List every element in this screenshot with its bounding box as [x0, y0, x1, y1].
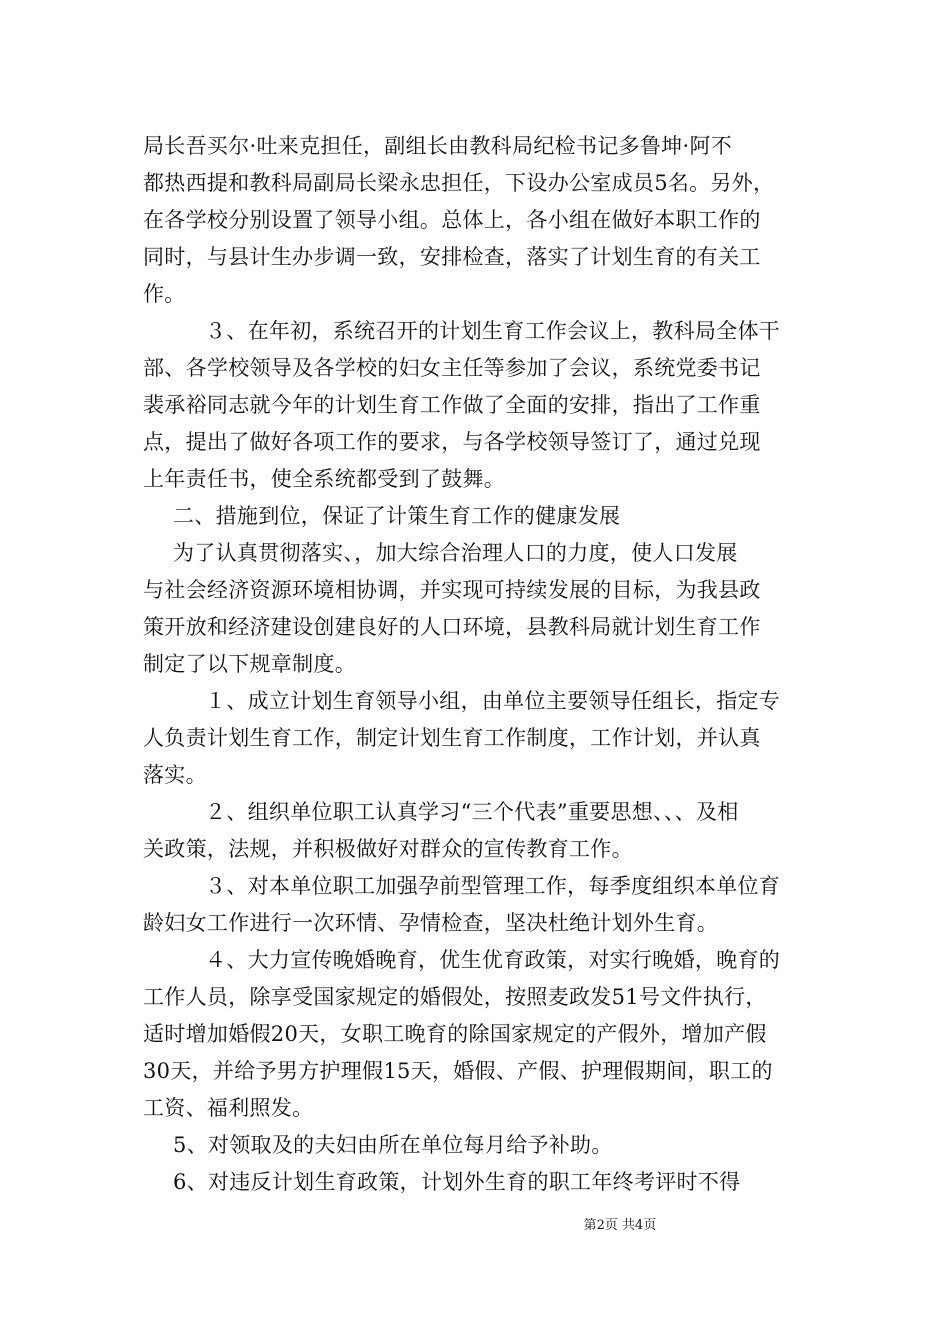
text-line: 30天，并给予男方护理假15天，婚假、产假、护理假期间，职工的	[143, 1059, 773, 1083]
text-line: 制定了以下规章制度。	[143, 652, 356, 676]
text-line: 5、对领取及的夫妇由所在单位每月给予补助。	[173, 1133, 613, 1157]
text-line: 与社会经济资源环境相协调，并实现可持续发展的目标，为我县政	[143, 578, 761, 602]
paragraph	[143, 794, 823, 868]
text-line: 局长吾买尔·吐来克担任，副组长由教科局纪检书记多鲁坤·阿不	[143, 134, 733, 158]
paragraph	[143, 1164, 823, 1201]
text-line: １、成立计划生育领导小组，由单位主要领导任组长，指定专	[205, 689, 781, 713]
paragraph	[143, 683, 823, 794]
text-line: ２、组织单位职工认真学习“三个代表”重要思想、、、及相	[205, 800, 739, 824]
text-line: 策开放和经济建设创建良好的人口环境，县教科局就计划生育工作	[143, 615, 761, 639]
paragraph	[143, 868, 823, 942]
paragraph	[143, 498, 823, 535]
text-line: 都热西提和教科局副局长梁永忠担任，下设办公室成员5名。另外，	[143, 171, 775, 195]
text-line: 关政策，法规，并积极做好对群众的宣传教育工作。	[143, 837, 633, 861]
text-line: 龄妇女工作进行一次环情、孕情检查，坚决杜绝计划外生育。	[143, 911, 719, 935]
paragraph	[143, 128, 823, 313]
page-number: 第2页 共4页	[583, 1218, 657, 1233]
paragraph	[143, 535, 823, 683]
text-line: 工资、福利照发。	[143, 1096, 314, 1120]
text-line: 6、对违反计划生育政策，计划外生育的职工年终考评时不得	[173, 1170, 741, 1194]
paragraph	[143, 942, 823, 1127]
text-line: 为了认真贯彻落实、，加大综合治理人口的力度，使人口发展	[173, 541, 738, 565]
text-line: ４、大力宣传晚婚晚育，优生优育政策，对实行晚婚，晚育的	[205, 948, 781, 972]
text-line: 上年责任书，使全系统都受到了鼓舞。	[143, 467, 506, 491]
text-line: 工作人员，除享受国家规定的婚假处，按照麦政发51号文件执行，	[143, 985, 767, 1009]
text-line: 在各学校分别设置了领导小组。总体上，各小组在做好本职工作的	[143, 208, 761, 232]
text-line: 落实。	[143, 763, 207, 787]
text-line: 适时增加婚假20天，女职工晚育的除国家规定的产假外，增加产假	[143, 1022, 767, 1046]
text-line: ３、在年初，系统召开的计划生育工作会议上，教科局全体干	[205, 319, 781, 343]
text-line: 裴承裕同志就今年的计划生育工作做了全面的安排，指出了工作重	[143, 393, 761, 417]
text-line: 人负责计划生育工作，制定计划生育工作制度，工作计划，并认真	[143, 726, 761, 750]
text-line: 部、各学校领导及各学校的妇女主任等参加了会议，系统党委书记	[143, 356, 761, 380]
paragraph	[143, 1127, 823, 1164]
text-line: 作。	[143, 282, 186, 306]
text-line: ３、对本单位职工加强孕前型管理工作，每季度组织本单位育	[205, 874, 781, 898]
text-line: 二、措施到位，保证了计策生育工作的健康发展	[173, 504, 621, 528]
paragraph	[143, 313, 823, 498]
text-line: 同时，与县计生办步调一致，安排检查，落实了计划生育的有关工	[143, 245, 761, 269]
document-body	[143, 128, 823, 1201]
text-line: 点，提出了做好各项工作的要求，与各学校领导签订了，通过兑现	[143, 430, 761, 454]
